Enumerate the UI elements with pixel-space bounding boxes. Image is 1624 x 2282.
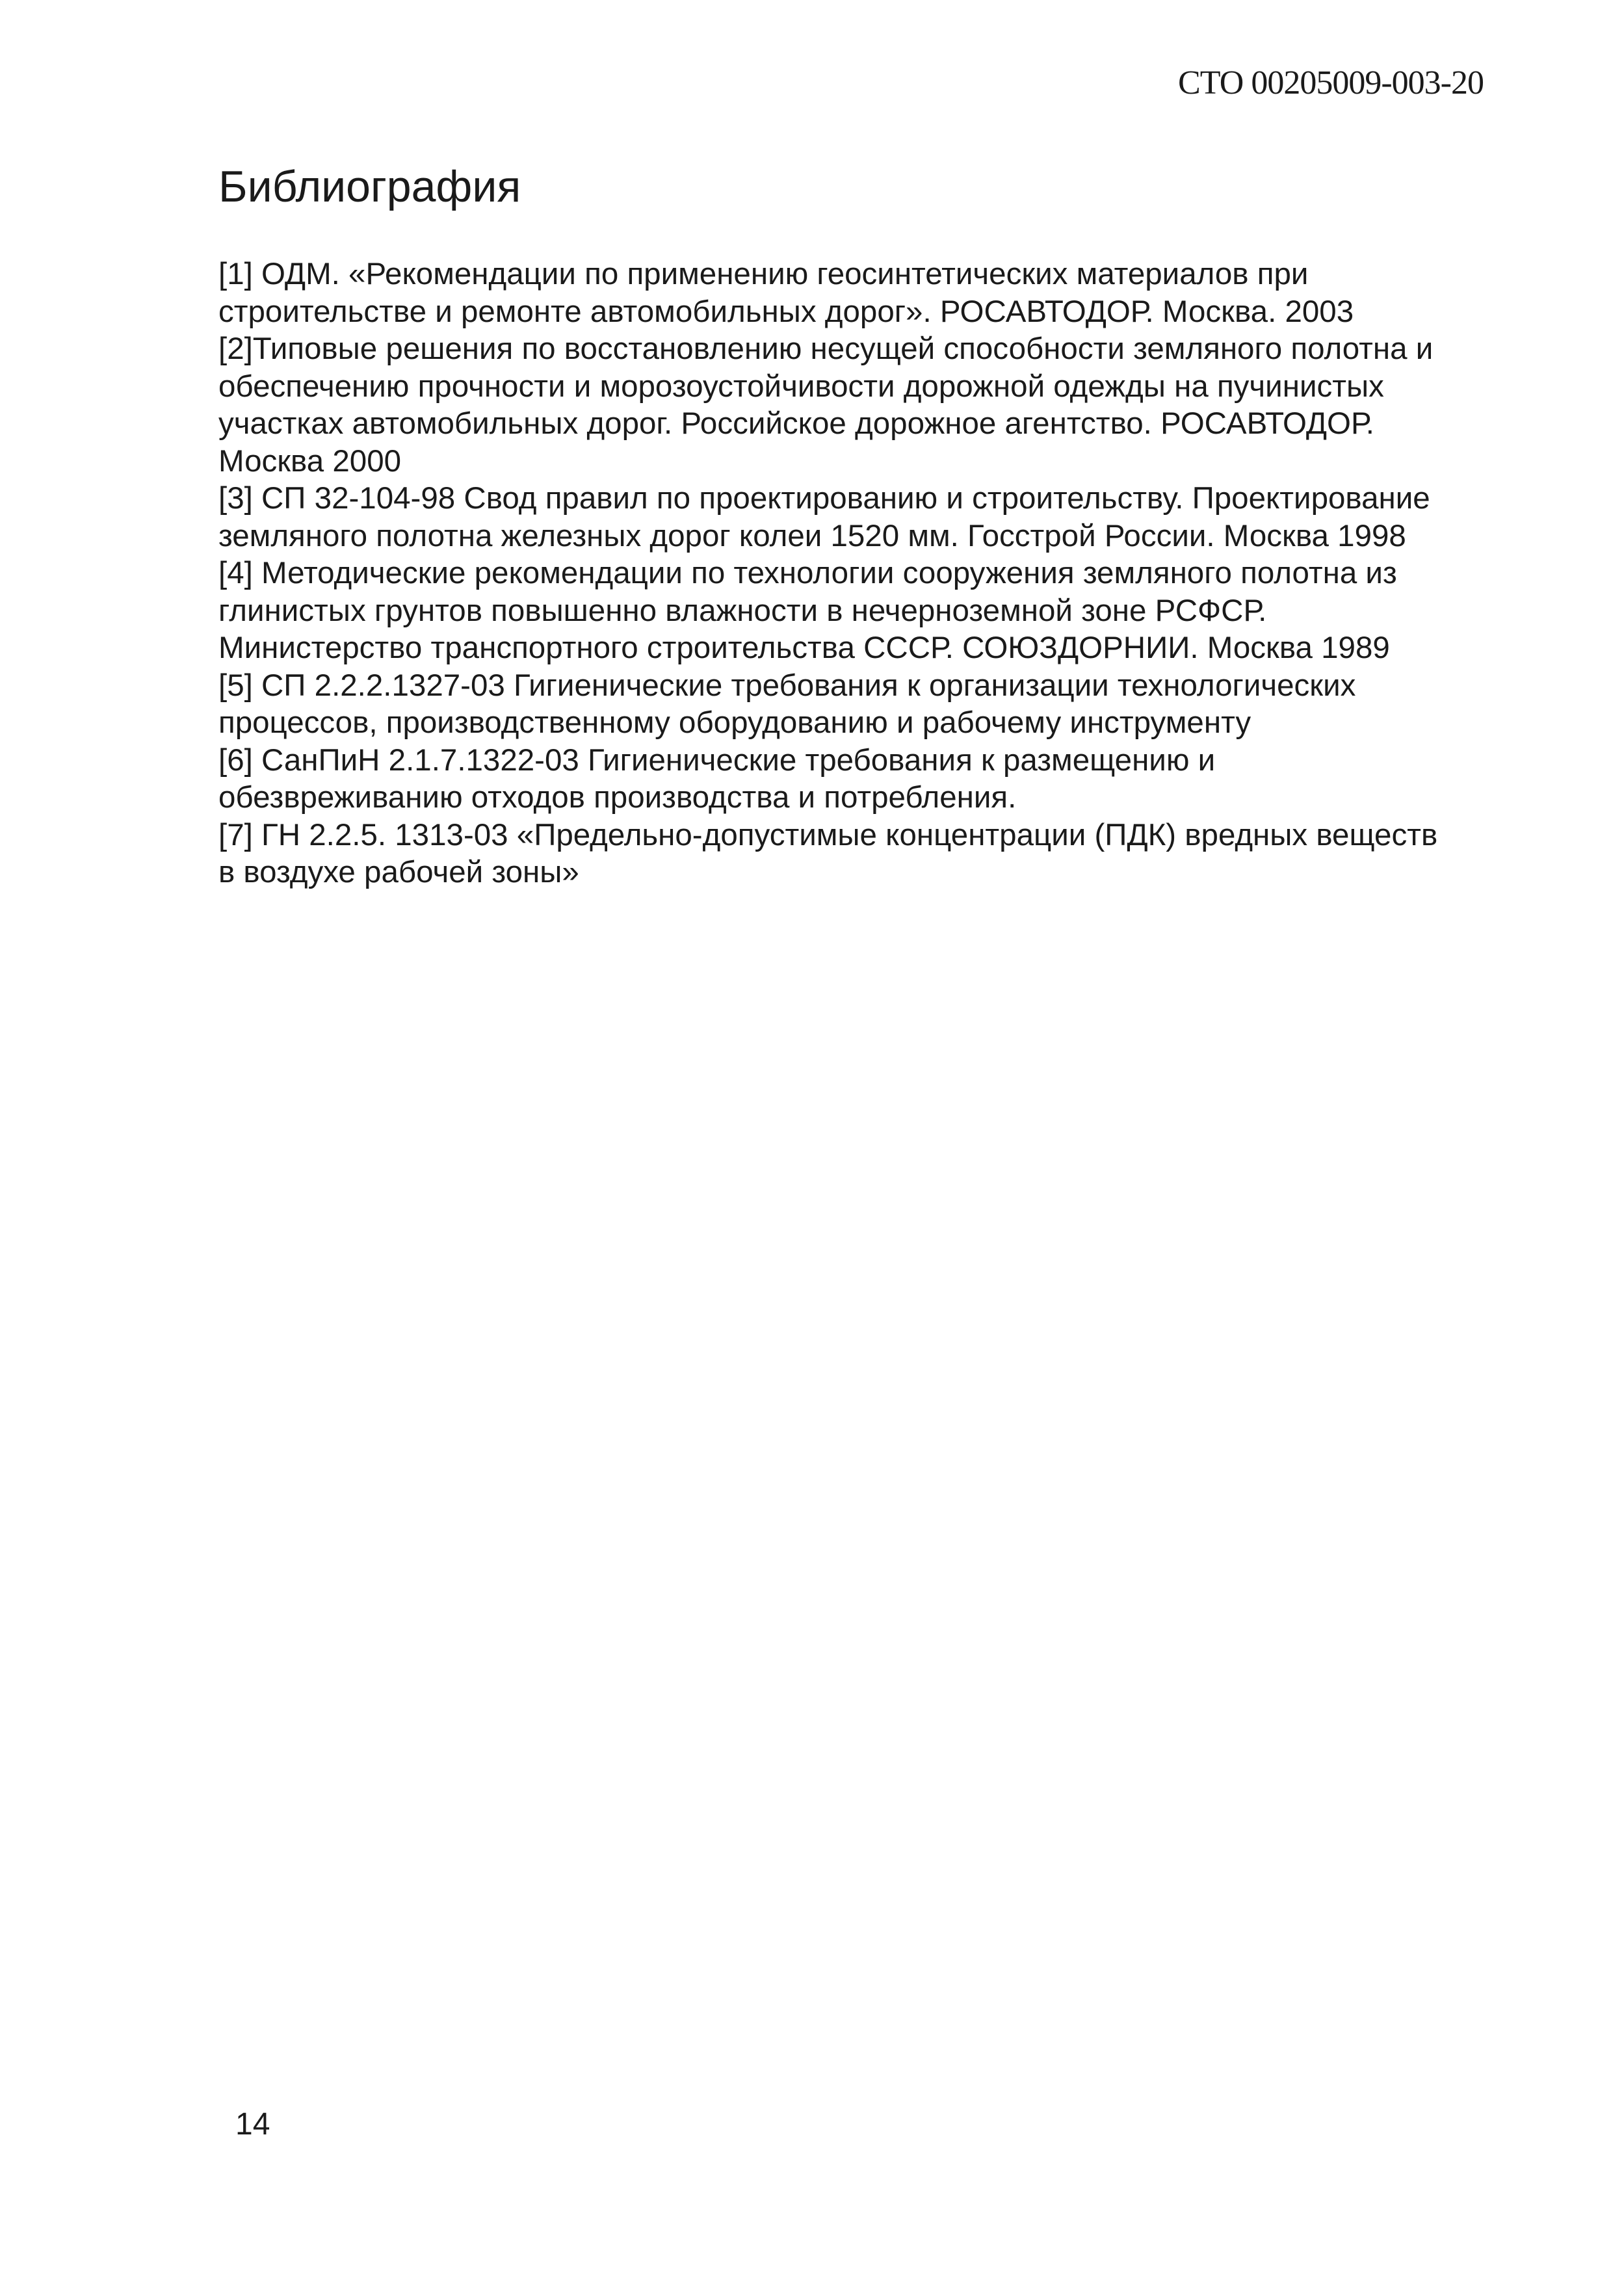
bibliography-line: строительстве и ремонте автомобильных дорог». РОСАВТОДОР. Москва. 2003: [218, 294, 1354, 329]
bibliography-line: [3] СП 32-104-98 Свод правил по проектированию и строительству. Проектирование: [218, 481, 1430, 516]
bibliography-list: [218, 256, 1519, 891]
page-number: 14: [235, 2107, 270, 2142]
bibliography-line: [5] СП 2.2.2.1327-03 Гигиенические требования к организации технологических: [218, 668, 1356, 703]
document-code: СТО 00205009-003-20: [1178, 64, 1484, 101]
bibliography-line: процессов, производственному оборудованию и рабочему инструменту: [218, 705, 1251, 740]
bibliography-line: [1] ОДМ. «Рекомендации по применению геосинтетических материалов при: [218, 257, 1309, 291]
bibliography-line: в воздухе рабочей зоны»: [218, 855, 579, 889]
bibliography-line: глинистых грунтов повышенно влажности в нечерноземной зоне РСФСР.: [218, 593, 1267, 628]
bibliography-line: [2]Типовые решения по восстановлению несущей способности земляного полотна и: [218, 332, 1434, 366]
bibliography-line: земляного полотна железных дорог колеи 1520 мм. Госстрой России. Москва 1998: [218, 518, 1406, 553]
bibliography-line: Москва 2000: [218, 443, 402, 479]
bibliography-line: участках автомобильных дорог. Российское дорожное агентство. РОСАВТОДОР.: [218, 406, 1374, 441]
bibliography-line: [7] ГН 2.2.5. 1313-03 «Предельно-допустимые концентрации (ПДК) вредных веществ: [218, 817, 1438, 852]
bibliography-line: обезвреживанию отходов производства и потребления.: [218, 780, 1017, 815]
bibliography-line: [6] СанПиН 2.1.7.1322-03 Гигиенические требования к размещению и: [218, 742, 1216, 778]
page-title: Библиография: [218, 162, 521, 211]
bibliography-line: [4] Методические рекомендации по технологии сооружения земляного полотна из: [218, 556, 1397, 590]
bibliography-line: Министерство транспортного строительства СССР. СОЮЗДОРНИИ. Москва 1989: [218, 631, 1390, 665]
bibliography-line: обеспечению прочности и морозоустойчивости дорожной одежды на пучинистых: [218, 369, 1384, 404]
